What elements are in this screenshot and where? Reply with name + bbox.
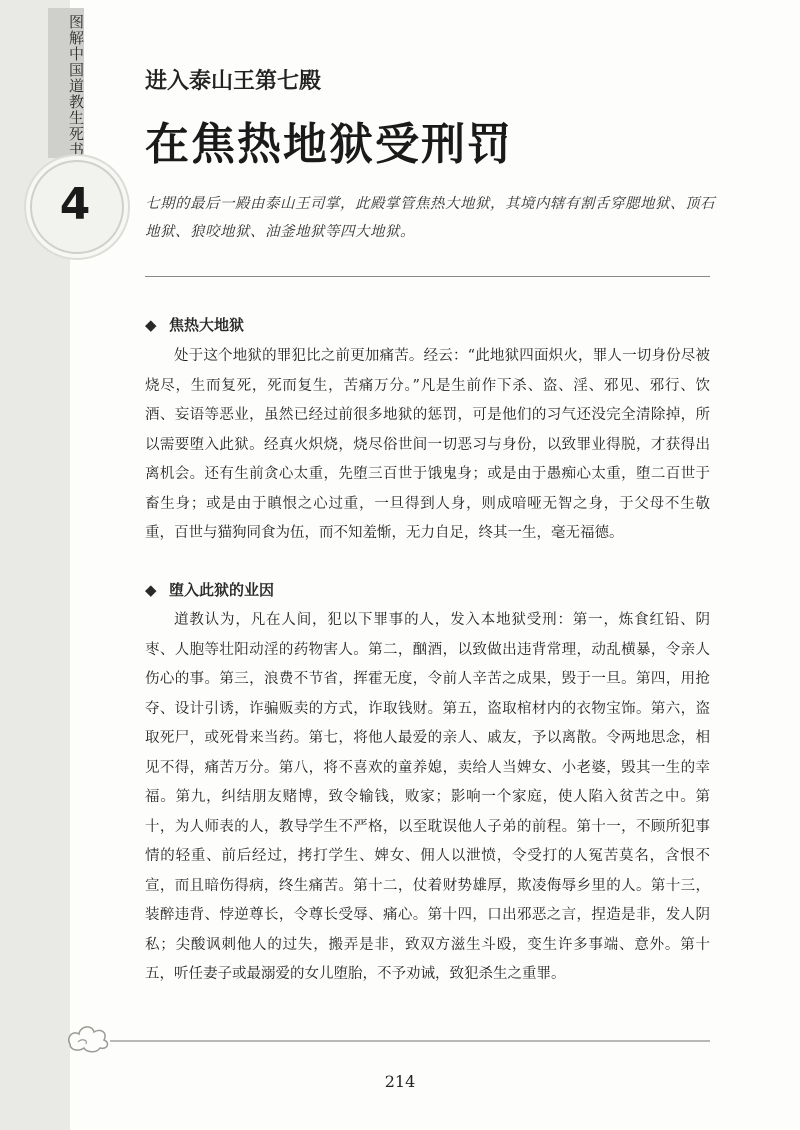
section-heading-text: 堕入此狱的业因: [169, 581, 275, 599]
page-title: 在焦热地狱受刑罚: [145, 119, 513, 170]
section-heading-1: [145, 314, 244, 335]
page-number: 214: [384, 1072, 416, 1091]
section-body-2: 道教认为，凡在人间，犯以下罪事的人，发入本地狱受刑：第一，炼食红铅、阴枣、人胞等壮阳动淫的药物害人。第二，酗酒，以致做出违背常理，动乱横暴，令亲人伤心的事。第三，浪费不节省，挥霍无度，令前人辛苦之成果，毁于一旦。第四，用抢夺、设计引诱，诈骗贩卖的方式，诈取钱财。第五，盗取棺材内的衣物宝饰。第六，盗取死尸，或死骨来当药。第七，将他人最爱的亲人、戚友，予以离散。令两地思念，相见不得，痛苦万分。第八，将不喜欢的童养媳，卖给人当婢女、小老婆，毁其一生的幸福。第九，纠结朋友赌博，致令输钱，败家；影响一个家庭，使人陷入贫苦之中。第十，为人师表的人，教导学生不严格，以至耽误他人子弟的前程。第十一，不顾所犯事情的轻重、前后经过，拷打学生、婢女、佣人以泄愤，令受打的人冤苦莫名，含恨不宣，而且暗伤得病，终生痛苦。第十二，仗着财势雄厚，欺凌侮辱乡里的人。第十三，装醉违背、悖逆尊长，令尊长受辱、痛心。第十四，口出邪恶之言，捏造是非，发人阴私；尖酸讽刺他人的过失，搬弄是非，致双方滋生斗殴，变生许多事端、意外。第十五，听任妻子或最溺爱的女儿堕胎，不予劝诫，致犯杀生之重罪。: [145, 612, 710, 982]
footer-divider: [110, 1040, 710, 1042]
section-heading-text: 焦热大地狱: [169, 316, 245, 334]
intro-paragraph: 七期的最后一殿由泰山王司掌，此殿掌管焦热大地狱，其境内辖有割舌穿腮地狱、顶石地狱、狼咬地狱、油釜地狱等四大地狱。: [145, 196, 715, 240]
section-subtitle: 进入泰山王第七殿: [145, 69, 322, 94]
diamond-bullet-icon: ◆: [145, 581, 157, 599]
book-running-title: 图解中国道教生死书: [67, 14, 85, 158]
cloud-ornament-icon: [64, 1020, 114, 1056]
section-heading-2: [145, 579, 274, 600]
section-body-1: 处于这个地狱的罪犯比之前更加痛苦。经云：“此地狱四面炽火，罪人一切身份尽被烧尽，生而复死，死而复生，苦痛万分。”凡是生前作下杀、盗、淫、邪见、邪行、饮酒、妄语等恶业，虽然已经过前很多地狱的惩罚，可是他们的习气还没完全清除掉，所以需要堕入此狱。经真火炽烧，烧尽俗世间一切恶习与身份，以致罪业得脱，才获得出离机会。还有生前贪心太重，先堕三百世于饿鬼身；或是由于愚痴心太重，堕二百世于畜生身；或是由于瞋恨之心过重，一旦得到人身，则成喑哑无智之身，于父母不生敬重，百世与猫狗同食为伍，而不知羞惭，无力自足，终其一生，毫无福德。: [145, 348, 710, 541]
chapter-number: 4: [59, 179, 91, 230]
diamond-bullet-icon: ◆: [145, 316, 157, 334]
divider: [145, 276, 710, 277]
